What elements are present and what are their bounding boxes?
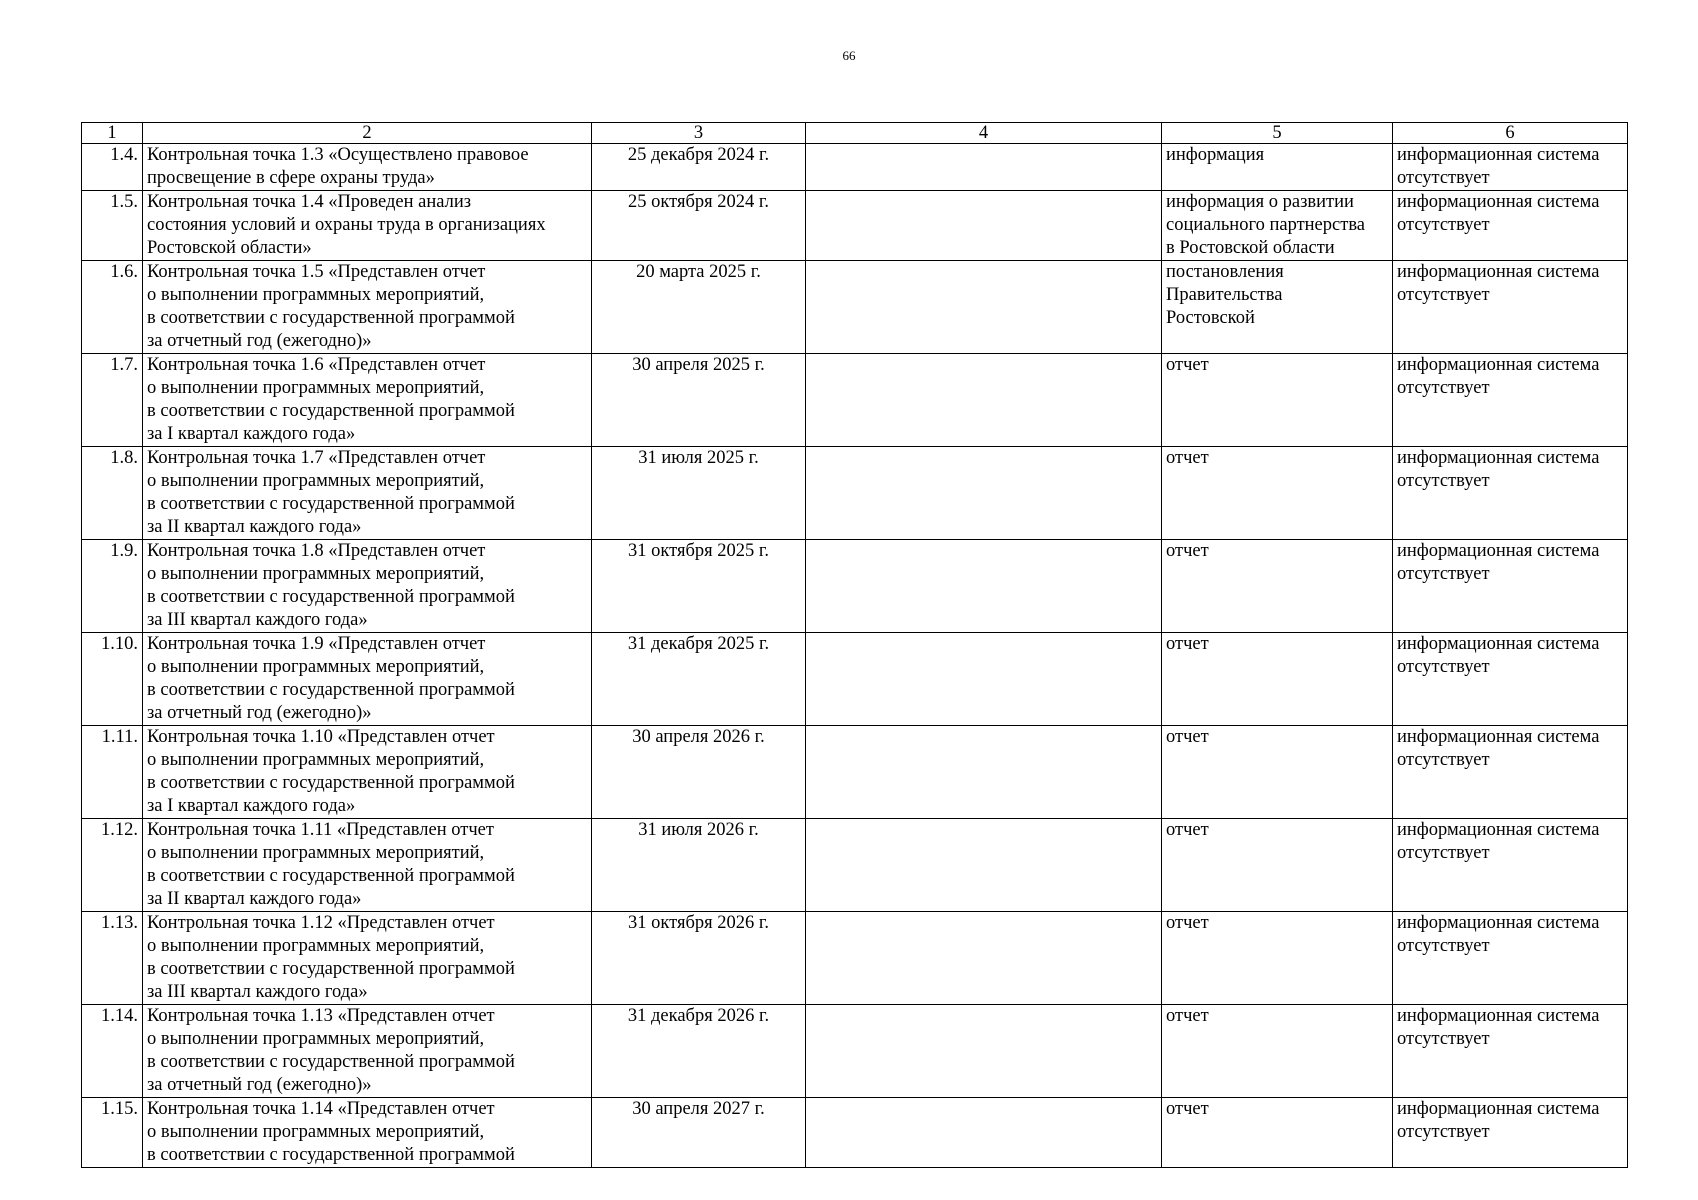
row-number: 1.12. [82, 819, 143, 912]
cell-text-line: о выполнении программных мероприятий, [147, 378, 485, 398]
cell-text-line: информационная система [1397, 1099, 1600, 1119]
control-point-name [143, 633, 592, 726]
cell-text-line: Контрольная точка 1.14 «Представлен отчет [147, 1099, 495, 1119]
cell-text-line: отчет [1166, 1099, 1209, 1119]
information-system [1393, 1098, 1628, 1168]
cell-text-line: за III квартал каждого года» [147, 982, 368, 1002]
cell-text-line: Контрольная точка 1.11 «Представлен отчет [147, 820, 494, 840]
cell-text-line: отчет [1166, 913, 1209, 933]
document-type [1162, 819, 1393, 912]
table-row [82, 261, 1628, 354]
column-4-cell [806, 261, 1162, 354]
cell-text-line: в соответствии с государственной программой [147, 308, 515, 328]
cell-text-line: в соответствии с государственной программой [147, 866, 515, 886]
cell-text-line: информационная система [1397, 145, 1600, 165]
information-system [1393, 1005, 1628, 1098]
cell-text-line: отчет [1166, 634, 1209, 654]
cell-text-line: Контрольная точка 1.4 «Проведен анализ [147, 192, 472, 212]
document-type [1162, 540, 1393, 633]
cell-text-line: отсутствует [1397, 1122, 1490, 1142]
cell-text-line: за отчетный год (ежегодно)» [147, 703, 372, 723]
cell-text-line: информационная система [1397, 727, 1600, 747]
cell-text-line: просвещение в сфере охраны труда» [147, 168, 435, 188]
cell-text-line: информационная система [1397, 634, 1600, 654]
control-point-name [143, 1005, 592, 1098]
cell-text-line: о выполнении программных мероприятий, [147, 471, 485, 491]
table-row [82, 144, 1628, 191]
cell-text-line: за III квартал каждого года» [147, 610, 368, 630]
control-point-date: 25 октября 2024 г. [592, 191, 806, 261]
table-row [82, 912, 1628, 1005]
cell-text-line: в соответствии с государственной программой [147, 1145, 515, 1165]
cell-text-line: отчет [1166, 820, 1209, 840]
cell-text-line: Контрольная точка 1.8 «Представлен отчет [147, 541, 486, 561]
column-4-cell [806, 191, 1162, 261]
cell-text-line: информационная система [1397, 192, 1600, 212]
document-type [1162, 912, 1393, 1005]
control-point-date: 30 апреля 2027 г. [592, 1098, 806, 1168]
cell-text-line: отсутствует [1397, 168, 1490, 188]
control-point-date: 31 декабря 2025 г. [592, 633, 806, 726]
row-number: 1.8. [82, 447, 143, 540]
cell-text-line: Контрольная точка 1.5 «Представлен отчет [147, 262, 486, 282]
cell-text-line: за I квартал каждого года» [147, 424, 356, 444]
information-system [1393, 633, 1628, 726]
cell-text-line: о выполнении программных мероприятий, [147, 750, 485, 770]
table-row [82, 633, 1628, 726]
row-number: 1.4. [82, 144, 143, 191]
header-cell: 5 [1162, 123, 1393, 144]
cell-text-line: информационная система [1397, 820, 1600, 840]
cell-text-line: о выполнении программных мероприятий, [147, 843, 485, 863]
control-point-name [143, 261, 592, 354]
cell-text-line: отсутствует [1397, 215, 1490, 235]
cell-text-line: информационная система [1397, 1006, 1600, 1026]
document-type [1162, 144, 1393, 191]
document-type [1162, 726, 1393, 819]
header-cell: 3 [592, 123, 806, 144]
document-type [1162, 354, 1393, 447]
cell-text-line: информация о развитии [1166, 192, 1354, 212]
cell-text-line: за отчетный год (ежегодно)» [147, 1075, 372, 1095]
control-point-date: 31 декабря 2026 г. [592, 1005, 806, 1098]
cell-text-line: информационная система [1397, 541, 1600, 561]
control-point-name [143, 144, 592, 191]
cell-text-line: за II квартал каждого года» [147, 517, 362, 537]
cell-text-line: отсутствует [1397, 564, 1490, 584]
table-row [82, 447, 1628, 540]
information-system [1393, 540, 1628, 633]
row-number: 1.13. [82, 912, 143, 1005]
information-system [1393, 261, 1628, 354]
cell-text-line: в соответствии с государственной программой [147, 773, 515, 793]
cell-text-line: отчет [1166, 355, 1209, 375]
cell-text-line: постановления [1166, 262, 1284, 282]
document-type [1162, 447, 1393, 540]
information-system [1393, 447, 1628, 540]
information-system [1393, 726, 1628, 819]
control-point-name [143, 1098, 592, 1168]
information-system [1393, 354, 1628, 447]
column-4-cell [806, 540, 1162, 633]
control-point-date: 30 апреля 2026 г. [592, 726, 806, 819]
cell-text-line: отсутствует [1397, 285, 1490, 305]
control-point-date: 31 июля 2025 г. [592, 447, 806, 540]
column-4-cell [806, 1098, 1162, 1168]
cell-text-line: состояния условий и охраны труда в организациях [147, 215, 546, 235]
cell-text-line: отсутствует [1397, 843, 1490, 863]
cell-text-line: отсутствует [1397, 936, 1490, 956]
cell-text-line: Контрольная точка 1.10 «Представлен отчет [147, 727, 495, 747]
cell-text-line: отчет [1166, 1006, 1209, 1026]
column-4-cell [806, 726, 1162, 819]
cell-text-line: отчет [1166, 541, 1209, 561]
cell-text-line: в соответствии с государственной программой [147, 680, 515, 700]
column-4-cell [806, 633, 1162, 726]
column-4-cell [806, 912, 1162, 1005]
header-cell: 2 [143, 123, 592, 144]
control-point-date: 20 марта 2025 г. [592, 261, 806, 354]
table-row [82, 540, 1628, 633]
cell-text-line: о выполнении программных мероприятий, [147, 657, 485, 677]
cell-text-line: в Ростовской области [1166, 238, 1335, 258]
control-point-name [143, 819, 592, 912]
control-point-name [143, 447, 592, 540]
cell-text-line: о выполнении программных мероприятий, [147, 285, 485, 305]
page-number: 66 [842, 48, 856, 63]
cell-text-line: о выполнении программных мероприятий, [147, 564, 485, 584]
row-number: 1.6. [82, 261, 143, 354]
document-type [1162, 261, 1393, 354]
cell-text-line: в соответствии с государственной программой [147, 959, 515, 979]
control-point-date: 30 апреля 2025 г. [592, 354, 806, 447]
row-number: 1.5. [82, 191, 143, 261]
cell-text-line: отчет [1166, 727, 1209, 747]
table-body [82, 144, 1628, 1168]
cell-text-line: отсутствует [1397, 1029, 1490, 1049]
header-cell: 1 [82, 123, 143, 144]
row-number: 1.15. [82, 1098, 143, 1168]
cell-text-line: социального партнерства [1166, 215, 1366, 235]
control-point-date: 31 октября 2026 г. [592, 912, 806, 1005]
document-type [1162, 1098, 1393, 1168]
control-point-name [143, 191, 592, 261]
row-number: 1.7. [82, 354, 143, 447]
cell-text-line: отсутствует [1397, 750, 1490, 770]
header-row [82, 123, 1628, 144]
cell-text-line: Контрольная точка 1.6 «Представлен отчет [147, 355, 486, 375]
row-number: 1.10. [82, 633, 143, 726]
table-row [82, 191, 1628, 261]
information-system [1393, 144, 1628, 191]
column-4-cell [806, 1005, 1162, 1098]
cell-text-line: Контрольная точка 1.12 «Представлен отчет [147, 913, 495, 933]
cell-text-line: информационная система [1397, 355, 1600, 375]
column-4-cell [806, 447, 1162, 540]
cell-text-line: за I квартал каждого года» [147, 796, 356, 816]
control-points-table [81, 122, 1628, 1168]
cell-text-line: о выполнении программных мероприятий, [147, 936, 485, 956]
cell-text-line: отсутствует [1397, 378, 1490, 398]
cell-text-line: за отчетный год (ежегодно)» [147, 331, 372, 351]
control-point-name [143, 354, 592, 447]
cell-text-line: информация [1166, 145, 1265, 165]
information-system [1393, 819, 1628, 912]
control-point-date: 25 декабря 2024 г. [592, 144, 806, 191]
cell-text-line: отчет [1166, 448, 1209, 468]
cell-text-line: в соответствии с государственной программой [147, 401, 515, 421]
cell-text-line: за II квартал каждого года» [147, 889, 362, 909]
control-point-date: 31 октября 2025 г. [592, 540, 806, 633]
cell-text-line: Контрольная точка 1.9 «Представлен отчет [147, 634, 486, 654]
cell-text-line: о выполнении программных мероприятий, [147, 1122, 485, 1142]
cell-text-line: отсутствует [1397, 471, 1490, 491]
cell-text-line: информационная система [1397, 262, 1600, 282]
cell-text-line: в соответствии с государственной программой [147, 494, 515, 514]
table-row [82, 1005, 1628, 1098]
table-row [82, 354, 1628, 447]
table-row [82, 819, 1628, 912]
cell-text-line: информационная система [1397, 913, 1600, 933]
header-cell: 4 [806, 123, 1162, 144]
row-number: 1.14. [82, 1005, 143, 1098]
column-4-cell [806, 144, 1162, 191]
column-4-cell [806, 354, 1162, 447]
row-number: 1.9. [82, 540, 143, 633]
cell-text-line: Контрольная точка 1.7 «Представлен отчет [147, 448, 486, 468]
cell-text-line: в соответствии с государственной программой [147, 1052, 515, 1072]
document-type [1162, 1005, 1393, 1098]
control-point-name [143, 912, 592, 1005]
row-number: 1.11. [82, 726, 143, 819]
cell-text-line: о выполнении программных мероприятий, [147, 1029, 485, 1049]
control-point-name [143, 726, 592, 819]
column-4-cell [806, 819, 1162, 912]
table-row [82, 726, 1628, 819]
cell-text-line: Правительства [1166, 285, 1283, 305]
cell-text-line: Контрольная точка 1.13 «Представлен отчет [147, 1006, 495, 1026]
header-cell: 6 [1393, 123, 1628, 144]
cell-text-line: Контрольная точка 1.3 «Осуществлено правовое [147, 145, 529, 165]
information-system [1393, 912, 1628, 1005]
cell-text-line: Ростовской [1166, 308, 1255, 328]
cell-text-line: информационная система [1397, 448, 1600, 468]
cell-text-line: в соответствии с государственной программой [147, 587, 515, 607]
document-type [1162, 633, 1393, 726]
control-point-date: 31 июля 2026 г. [592, 819, 806, 912]
document-type [1162, 191, 1393, 261]
cell-text-line: отсутствует [1397, 657, 1490, 677]
cell-text-line: Ростовской области» [147, 238, 312, 258]
information-system [1393, 191, 1628, 261]
table-row [82, 1098, 1628, 1168]
control-point-name [143, 540, 592, 633]
